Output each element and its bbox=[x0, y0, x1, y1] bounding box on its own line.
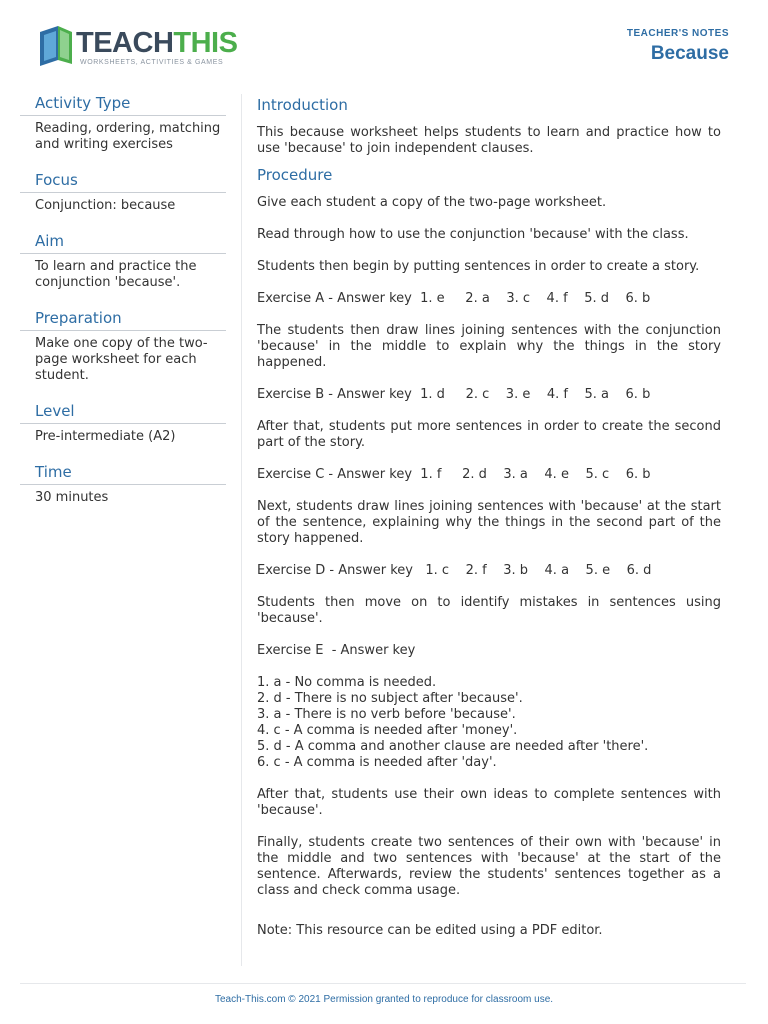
answer-key-a: Exercise A - Answer key 1. e 2. a 3. c 4. f 5. d 6. b bbox=[257, 291, 651, 306]
sidebar bbox=[20, 94, 226, 524]
procedure-step: Give each student a copy of the two-page worksheet. bbox=[257, 195, 607, 210]
sidebar-heading: Focus bbox=[20, 171, 226, 193]
introduction-text: This because worksheet helps students to learn and practice how to use 'because' to join independent clauses. bbox=[257, 125, 721, 156]
sidebar-section-preparation bbox=[20, 309, 226, 384]
sidebar-body: Conjunction: because bbox=[35, 198, 176, 213]
teachers-notes-label: TEACHER'S NOTES bbox=[626, 28, 729, 39]
introduction-heading: Introduction bbox=[257, 96, 348, 114]
sidebar-heading: Activity Type bbox=[20, 94, 226, 116]
sidebar-section-focus bbox=[20, 171, 226, 214]
answer-key-e-list bbox=[257, 675, 721, 771]
procedure-step: Students then move on to identify mistakes in sentences using 'because'. bbox=[257, 595, 721, 626]
footer-copyright[interactable]: Teach-This.com © 2021 Permission granted to reproduce for classroom use. bbox=[214, 994, 554, 1005]
sidebar-body: To learn and practice the conjunction 'because'. bbox=[35, 259, 197, 290]
sidebar-heading: Time bbox=[20, 463, 226, 485]
main-content bbox=[257, 95, 721, 955]
sidebar-heading: Preparation bbox=[20, 309, 226, 331]
logo-tagline: WORKSHEETS, ACTIVITIES & GAMES bbox=[80, 59, 224, 66]
footer-divider bbox=[20, 983, 746, 984]
procedure-step: After that, students use their own ideas to complete sentences with 'because'. bbox=[257, 787, 721, 818]
sidebar-section-level bbox=[20, 402, 226, 445]
list-item: 4. c - A comma is needed after 'money'. bbox=[257, 723, 518, 738]
answer-key-c: Exercise C - Answer key 1. f 2. d 3. a 4. e 5. c 6. b bbox=[257, 467, 651, 482]
answer-key-e: Exercise E - Answer key bbox=[257, 643, 416, 658]
page-header bbox=[0, 0, 768, 80]
procedure-step: Students then begin by putting sentences in order to create a story. bbox=[257, 259, 700, 274]
book-logo-icon bbox=[36, 24, 76, 68]
procedure-step: After that, students put more sentences in order to create the second part of the story. bbox=[257, 419, 721, 450]
editing-note: Note: This resource can be edited using a PDF editor. bbox=[257, 923, 603, 938]
answer-key-b: Exercise B - Answer key 1. d 2. c 3. e 4. f 5. a 6. b bbox=[257, 387, 651, 402]
logo-wordmark: TEACHTHIS bbox=[76, 27, 238, 59]
sidebar-section-aim bbox=[20, 232, 226, 291]
sidebar-heading: Level bbox=[20, 402, 226, 424]
answer-key-d: Exercise D - Answer key 1. c 2. f 3. b 4. a 5. e 6. d bbox=[257, 563, 652, 578]
procedure-step: The students then draw lines joining sentences with the conjunction 'because' in the middle to explain why the things in the story happened. bbox=[257, 323, 721, 370]
procedure-step: Read through how to use the conjunction 'because' with the class. bbox=[257, 227, 689, 242]
procedure-step: Finally, students create two sentences of their own with 'because' in the middle and two sentences with 'because' at the start of the sentence. Afterwards, review the students' sentences together as a class and check comma usage. bbox=[257, 835, 721, 898]
list-item: 3. a - There is no verb before 'because'. bbox=[257, 707, 516, 722]
list-item: 1. a - No comma is needed. bbox=[257, 675, 437, 690]
page-title: Because bbox=[650, 43, 729, 64]
sidebar-body: Make one copy of the two-page worksheet for each student. bbox=[35, 336, 208, 383]
list-item: 5. d - A comma and another clause are needed after 'there'. bbox=[257, 739, 649, 754]
procedure-heading: Procedure bbox=[257, 166, 333, 184]
sidebar-section-time bbox=[20, 463, 226, 506]
teach-this-logo[interactable] bbox=[36, 24, 236, 70]
sidebar-body: Pre-intermediate (A2) bbox=[35, 429, 176, 444]
list-item: 6. c - A comma is needed after 'day'. bbox=[257, 755, 497, 770]
sidebar-body: Reading, ordering, matching and writing exercises bbox=[35, 121, 221, 152]
sidebar-section-activity-type bbox=[20, 94, 226, 153]
sidebar-heading: Aim bbox=[20, 232, 226, 254]
column-divider bbox=[241, 94, 242, 966]
list-item: 2. d - There is no subject after 'because'. bbox=[257, 691, 523, 706]
sidebar-body: 30 minutes bbox=[35, 490, 109, 505]
procedure-step: Next, students draw lines joining sentences with 'because' at the start of the sentence, explaining why the things in the second part of the story happened. bbox=[257, 499, 721, 546]
